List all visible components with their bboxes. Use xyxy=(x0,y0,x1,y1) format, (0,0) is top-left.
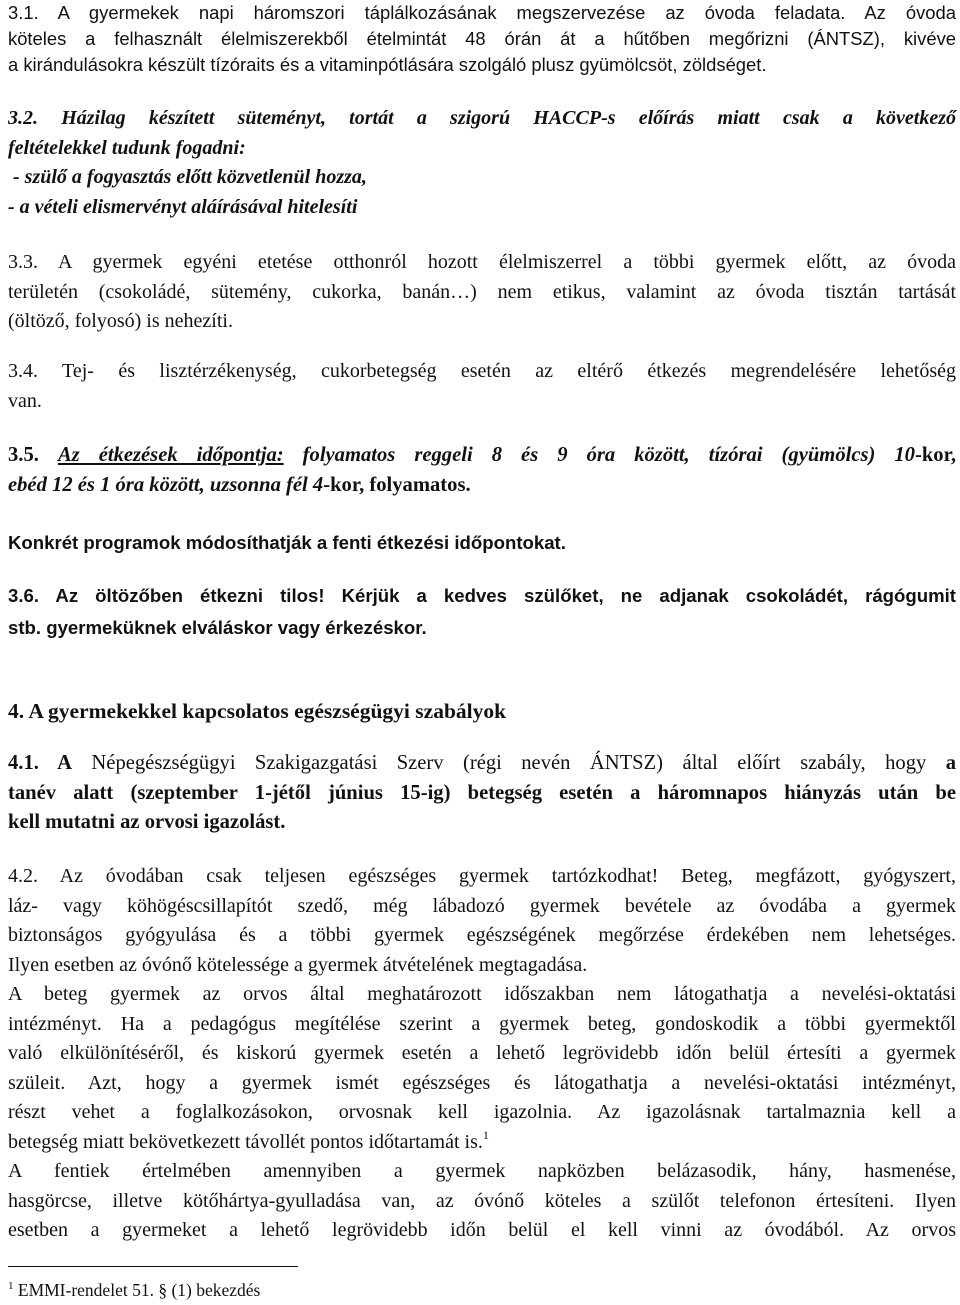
meal-times-text: -kor, xyxy=(914,444,956,466)
meal-times-text: ebéd 12 és 1 óra között, uzsonna fél 4 xyxy=(8,473,324,496)
text-line: kell mutatni az orvosi igazolást. xyxy=(8,811,286,834)
text-line xyxy=(8,580,956,612)
text-line: szüleit. Azt, hogy a gyermek ismét egészséges és látogathatja a nevelési-oktatási intézményt, xyxy=(8,1071,956,1094)
paragraph-3-3 xyxy=(8,248,956,337)
text-line: esetben a gyermeket a lehető legrövidebb időn belül el kell vinni az óvodából. Az orvos xyxy=(8,1219,956,1241)
paragraph-3-4 xyxy=(8,357,956,416)
meal-times-text: -kor, folyamatos. xyxy=(323,473,471,496)
paragraph-3-5 xyxy=(8,441,956,500)
paragraph-3-6 xyxy=(8,580,956,644)
rule-text: Kérjük a kedves szülőket, ne adjanak csokoládét, rágógumit xyxy=(324,585,956,606)
list-item: - a vételi elismervényt aláírásával hitelesíti xyxy=(8,195,358,218)
text-line: 3.1. A gyermekek napi háromszori táplálkozásának megszervezése az óvoda feladata. Az óvoda xyxy=(8,2,956,23)
paragraph-3-2 xyxy=(8,104,956,222)
footnote-number: 1 xyxy=(8,1280,14,1292)
program-note xyxy=(8,527,956,559)
text-run: betegség miatt bekövetkezett távollét pontos időtartamát is. xyxy=(8,1130,483,1153)
paragraph-4-1 xyxy=(8,749,956,838)
text-line: biztonságos gyógyulása és a többi gyermek egészségének megőrzése érdekében nem lehetséges. xyxy=(8,924,956,946)
text-run: Népegészségügyi Szakigazgatási Szerv (régi nevén ÁNTSZ) által előírt szabály, hogy xyxy=(72,752,927,774)
meal-times-heading: Az étkezések időpontja: xyxy=(57,444,284,466)
text-line: A beteg gyermek az orvos által meghatározott időszakban nem látogathatja a nevelési-oktatási xyxy=(8,983,956,1005)
footnote-reference[interactable]: 1 xyxy=(482,1127,489,1142)
text-run: A xyxy=(38,752,73,774)
text-line xyxy=(8,1128,956,1158)
text-line: hasgörcse, illetve kötőhártya-gyulladása van, az óvónő köteles a szülőt telefonon értesíteni. Ilyen xyxy=(8,1189,956,1212)
text-line: 3.4. Tej- és lisztérzékenység, cukorbetegség esetén az eltérő étkezés megrendelésére lehetőség xyxy=(8,360,956,382)
paragraph-3-1 xyxy=(8,0,956,77)
text-line: való elkülönítéséről, és kiskorú gyermek esetén a lehető legrövidebb időn belül értesíti a gyermek xyxy=(8,1042,956,1064)
section-number: 3.6. xyxy=(8,585,40,606)
section-number: 4.1. xyxy=(8,752,39,774)
text-line xyxy=(8,471,956,501)
text-run: a xyxy=(926,752,956,774)
text-line: Konkrét programok módosíthatják a fenti étkezési időpontokat. xyxy=(8,532,566,553)
text-line: területén (csokoládé, sütemény, cukorka, banán…) nem etikus, valamint az óvoda tisztán tartását xyxy=(8,280,956,303)
text-line: tanév alatt (szeptember 1-jétől június 15-ig) betegség esetén a háromnapos hiányzás után be xyxy=(8,781,956,804)
text-line: láz- vagy köhögéscsillapítót szedő, még lábadozó gyermek bevétele az óvodába a gyermek xyxy=(8,894,956,917)
text-line: a kirándulásokra készült tízóraits és a vitaminpótlására szolgáló plusz gyümölcsöt, zöldséget. xyxy=(8,53,767,75)
footnote-divider xyxy=(8,1266,298,1267)
text-line: 3.3. A gyermek egyéni etetése otthonról hozott élelmiszerrel a többi gyermek előtt, az óvoda xyxy=(8,251,956,273)
list-item: - szülő a fogyasztás előtt közvetlenül hozza, xyxy=(8,166,367,188)
meal-times-text: folyamatos reggeli 8 és 9 óra között, tízórai (gyümölcs) 10 xyxy=(283,444,915,466)
footnote-text: EMMI-rendelet 51. § (1) bekezdés xyxy=(13,1280,261,1300)
heading-text: 4. A gyermekekkel kapcsolatos egészségügyi szabályok xyxy=(8,699,507,723)
text-line: köteles a felhasznált élelmiszerekből ételmintát 48 órán át a hűtőben megőrizni (ÁNTSZ), kivéve xyxy=(8,27,956,49)
text-line xyxy=(8,749,956,779)
footnote xyxy=(8,1279,260,1301)
text-line: intézményt. Ha a pedagógus megítélése szerint a gyermek beteg, gondoskodik a többi gyermektől xyxy=(8,1012,956,1035)
section-number: 3.5. xyxy=(8,444,39,466)
text-line: részt vehet a foglalkozásokon, orvosnak kell igazolnia. Az igazolásnak tartalmaznia kell a xyxy=(8,1101,956,1123)
text-line: A fentiek értelmében amennyiben a gyermek napközben belázasodik, hány, hasmenése, xyxy=(8,1160,956,1182)
text-line: 4.2. Az óvodában csak teljesen egészséges gyermek tartózkodhat! Beteg, megfázott, gyógyszert, xyxy=(8,865,956,887)
paragraph-4-2 xyxy=(8,862,956,1246)
text-line: van. xyxy=(8,389,42,412)
section-heading-4 xyxy=(8,696,956,726)
text-line: Ilyen esetben az óvónő kötelessége a gyermek átvételének megtagadása. xyxy=(8,953,588,976)
text-line: feltételekkel tudunk fogadni: xyxy=(8,136,246,159)
text-line: 3.2. Házilag készített süteményt, tortát a szigorú HACCP-s előírás miatt csak a következő xyxy=(8,107,956,129)
text-line: (öltöző, folyosó) is nehezíti. xyxy=(8,310,233,332)
text-line xyxy=(8,441,956,471)
rule-text: Az öltözőben étkezni tilos! xyxy=(39,585,325,606)
text-line: stb. gyermeküknek elváláskor vagy érkezéskor. xyxy=(8,617,427,638)
